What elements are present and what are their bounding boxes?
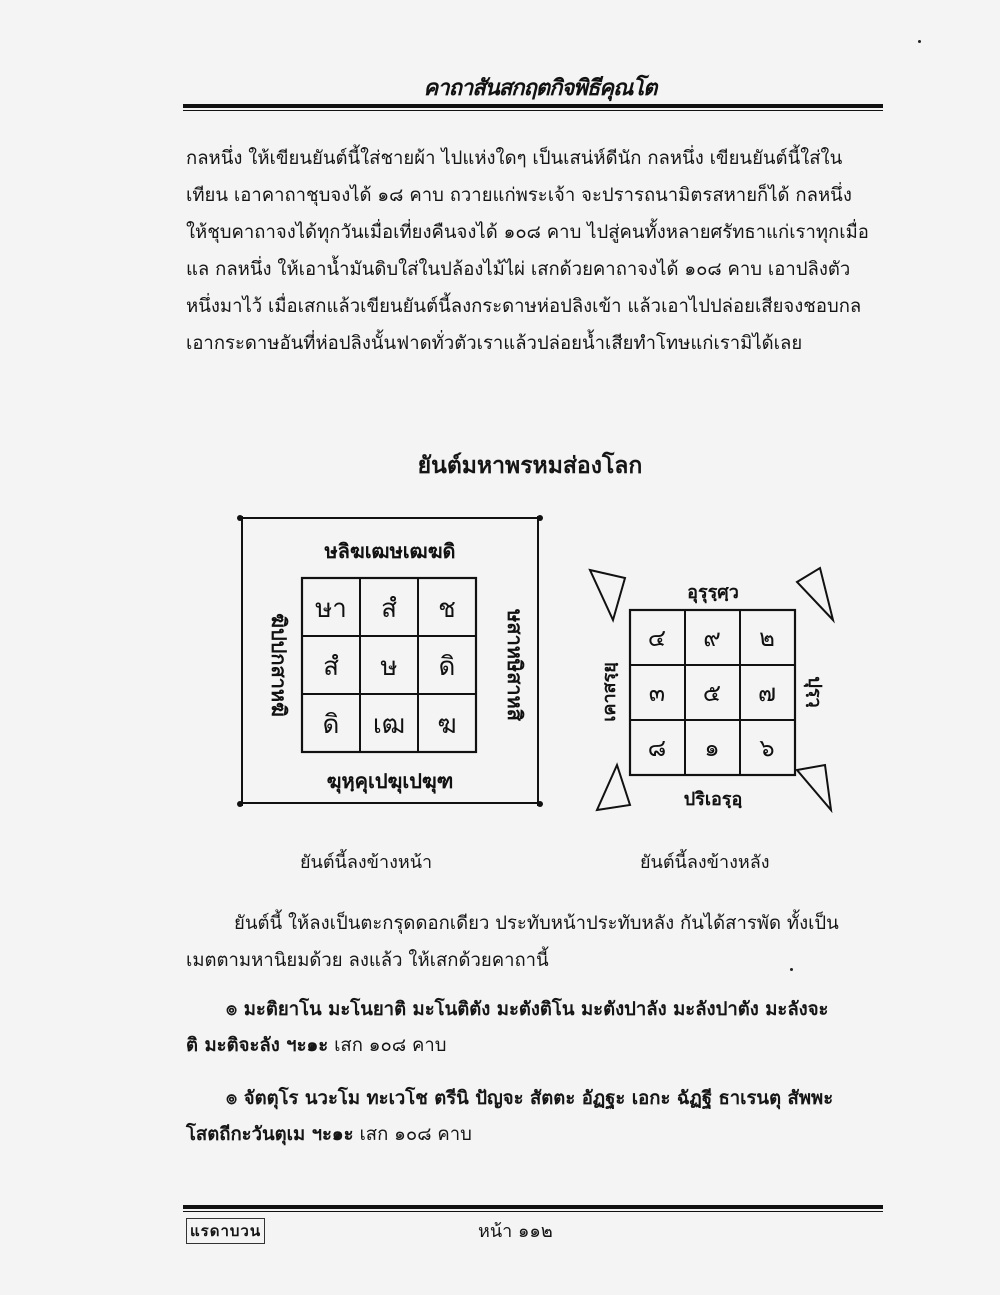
section-title: ยันต์มหาพรหมส่องโลก: [417, 453, 643, 479]
text-line: เทียน เอาคาถาชุบจงได้ ๑๘ คาบ ถวายแก่พระเจ้า จะปรารถนามิตรสหายก็ได้ กลหนึ่ง: [186, 185, 852, 206]
yantra-bottom-text: ฆุหฺคุเปฆุเปฆุฑ: [326, 769, 454, 793]
triangle-icon: [797, 765, 831, 810]
yantra-cell: ๘: [647, 734, 667, 762]
yantra-right-text: ปุรฺวฺ: [804, 676, 825, 708]
header-rule-thin: [183, 110, 883, 111]
mantra-count: เสก ๑๐๘ คาบ: [353, 1124, 472, 1145]
yantra-cell: ษา: [315, 594, 347, 624]
triangle-icon: [797, 568, 833, 620]
text-line: เมตตามหานิยมด้วย ลงแล้ว ให้เสกด้วยคาถานี้: [186, 950, 549, 971]
yantra-cell: สํ: [381, 594, 397, 624]
yantra-cell: ๖: [759, 734, 775, 762]
triangle-icon: [597, 765, 630, 810]
yantra-front: [230, 510, 550, 825]
mantra-line: [186, 1028, 886, 1064]
mantra-line: ๏ จัตตุโร นวะโม ทะเวโช ตรีนิ ปัญจะ สัตตะ อัฏฐะ เอกะ ฉัฏฐี ธาเรนตุ สัพพะ: [226, 1088, 834, 1109]
text-line: ยันต์นี้ ให้ลงเป็นตะกรุดดอกเดียว ประทับหน้าประทับหลัง กันได้สารพัด ทั้งเป็น: [234, 913, 839, 934]
triangle-icon: [590, 570, 625, 620]
header-rule: [183, 104, 883, 108]
mantra-1: [186, 992, 886, 1064]
text-line: ให้ชุบคาถาจงได้ทุกวันเมื่อเที่ยงคืนจงได้ ๑๐๘ คาบ ไปสู่คนทั้งหลายศรัทธาแก่เราทุกเมื่อ: [186, 222, 869, 243]
yantra-cell: ๔: [647, 624, 667, 652]
yantra-cell: ๗: [757, 679, 777, 707]
yantra-front-caption: ยันต์นี้ลงข้างหน้า: [300, 852, 433, 873]
mantra-count: เสก ๑๐๘ คาบ: [328, 1035, 447, 1056]
mantra-line: [186, 1117, 886, 1153]
text-line: แล กลหนึ่ง ให้เอาน้ำมันดิบใส่ในปล้องไม้ไผ่ เสกด้วยคาถาจงได้ ๑๐๘ คาบ เอาปลิงตัว: [186, 259, 851, 280]
yantra-cell: ดิ: [438, 652, 456, 682]
speck: [790, 968, 793, 971]
footer-rule-thin: [183, 1211, 883, 1212]
paragraph-2: [186, 905, 886, 979]
running-title: คาถาสันสกฤตกิจพิธีคุณโต: [423, 75, 657, 101]
publisher-mark: แรดาบวน: [186, 1218, 265, 1244]
footer-rule: [183, 1205, 883, 1209]
yantra-bottom-text: ปริเอรฺอฺ: [683, 789, 743, 810]
mantra-2: [186, 1081, 886, 1153]
page-number: หน้า ๑๑๒: [478, 1221, 553, 1242]
text-line: กลหนึ่ง ให้เขียนยันต์นี้ใส่ชายผ้า ไปแห่งใดๆ เป็นเสน่ห์ดีนัก กลหนึ่ง เขียนยันต์นี้ใส่ใน: [186, 148, 843, 169]
yantra-cell: ๑: [704, 734, 720, 762]
yantra-cell: ๕: [702, 679, 722, 707]
text-line: เอากระดาษอันที่ห่อปลิงนั้นฟาดทั่วตัวเราแล้วปล่อยน้ำเสียทำโทษแก่เรามิได้เลย: [186, 333, 803, 354]
yantra-left-text: ฆิปปกสาหฆิ: [267, 613, 291, 717]
yantra-cell: ช: [438, 594, 456, 624]
paragraph-1: [186, 140, 886, 362]
mantra-text: โสตถีกะวันตุเม ฯะ๑ะ: [186, 1124, 354, 1145]
yantra-cell: ๒: [759, 624, 775, 652]
text-line: หนึ่งมาไว้ เมื่อเสกแล้วเขียนยันต์นี้ลงกระดาษห่อปลิงเข้า แล้วเอาไปปล่อยเสียจงชอบกล: [186, 296, 862, 317]
yantra-cell: ฆ: [437, 710, 457, 740]
yantra-back-caption: ยันต์นี้ลงข้างหลัง: [640, 852, 770, 873]
yantra-cell: เฒ: [372, 710, 406, 740]
speck: [918, 40, 921, 43]
yantra-right-text: ษสาหษิสาหสิ: [503, 609, 527, 721]
yantra-left-text: เคาสรฺยฺ: [599, 662, 620, 722]
yantra-cell: ๓: [648, 679, 666, 707]
yantra-cell: ๙: [703, 624, 721, 652]
yantra-top-text: อุรุรฺศฺว: [687, 582, 739, 603]
mantra-line: ๏ มะติยาโน มะโนยาติ มะโนติตัง มะตังติโน มะตังปาลัง มะลังปาตัง มะลังจะ: [226, 999, 829, 1020]
yantra-back: [585, 560, 845, 825]
yantra-cell: ดิ: [322, 710, 340, 740]
mantra-text: ติ มะติจะลัง ฯะ๑ะ: [186, 1035, 329, 1056]
yantra-top-text: ษลิฆเฒษเฒฆดิ: [324, 539, 456, 563]
yantra-cell: สํ: [323, 652, 339, 682]
yantra-cell: ษ: [380, 652, 398, 682]
